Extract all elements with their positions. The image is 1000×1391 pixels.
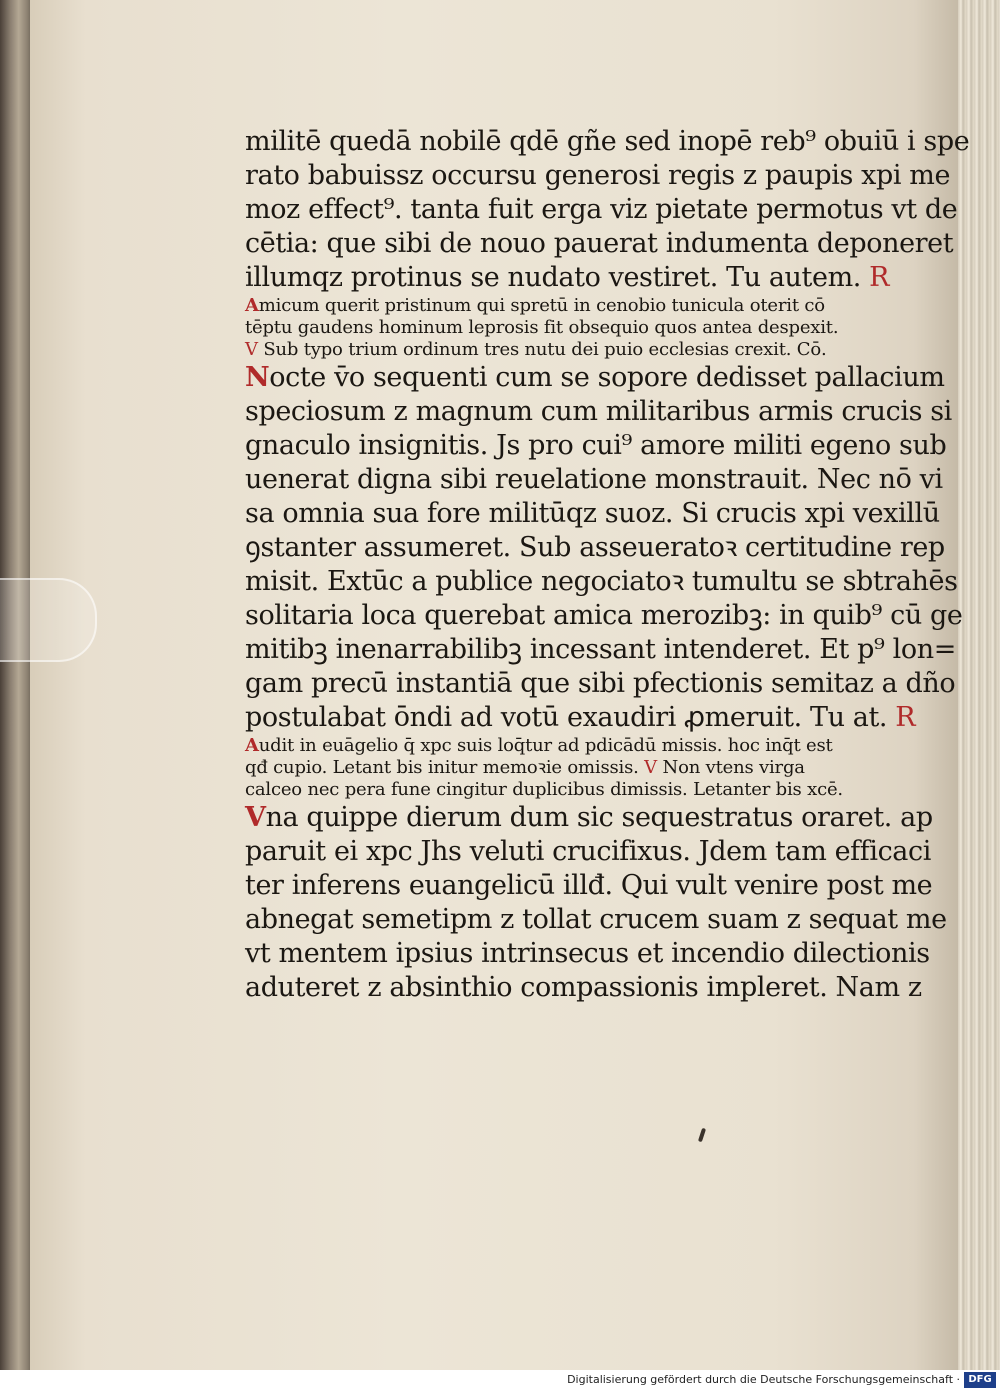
- rubric-mark: R: [895, 702, 916, 733]
- book-spine-edge: [0, 0, 34, 1370]
- text-block: [245, 125, 970, 1005]
- rubric-mark: R: [869, 262, 890, 293]
- page-stack-edges: [958, 0, 1000, 1370]
- text-line-5: illumqz protinus se nudato vestiret. Tu autem. R: [245, 262, 890, 293]
- rubric-mark: V: [245, 339, 258, 360]
- text-line-22: calceo nec pera fune cingitur duplicibus dimissis. Letanter bis xcē.: [245, 779, 843, 800]
- text-line-18: gam precū instantiā que sibi pfectionis semitaz a dño: [245, 668, 956, 699]
- text-line-13: sa omnia sua fore militūqz suoz. Si crucis xpi vexillū: [245, 498, 940, 529]
- text-line-20: Audit in euāgelio q̄ xpc suis loq̄tur ad pdicādū missis. hoc inq̄t est: [245, 735, 833, 756]
- text-line-1: militē quedā nobilē qdē gñe sed inopē reb⁹ obuiū i spe: [245, 126, 970, 157]
- rubric-initial: V: [245, 802, 266, 833]
- text-line-7: tēptu gaudens hominum leprosis fit obsequio quos antea despexit.: [245, 317, 839, 338]
- text-line-16: solitaria loca querebat amica merozibꝫ: in quib⁹ cū ge: [245, 600, 963, 631]
- text-line-21: qđ cupio. Letant bis initur memoꝛie omissis. V Non vtens virga: [245, 757, 805, 778]
- text-line-6: Amicum querit pristinum qui spretū in cenobio tunicula oterit cō: [245, 295, 825, 316]
- text-line-4: cētia: que sibi de nouo pauerat indumenta deponeret: [245, 228, 954, 259]
- text-line-9: Nocte v̄o sequenti cum se sopore dedisset pallacium: [245, 362, 945, 393]
- text-line-3: moz effect⁹. tanta fuit erga viz pietate permotus vt de: [245, 194, 958, 225]
- text-line-24: paruit ei xpc Jhs veluti crucifixus. Jdem tam efficaci: [245, 836, 931, 867]
- text-line-19: postulabat ōndi ad votū exaudiri ꝓmeruit. Tu at. R: [245, 702, 916, 733]
- rubric-initial: N: [245, 362, 270, 393]
- page-holder-clip: [0, 578, 97, 662]
- text-line-12: uenerat digna sibi reuelatione monstrauit. Nec nō vi: [245, 464, 943, 495]
- text-line-11: gnaculo insignitis. Js pro cui⁹ amore militi egeno sub: [245, 430, 947, 461]
- text-line-25: ter inferens euangelicū illđ. Qui vult venire post me: [245, 870, 933, 901]
- footer-bar: [0, 1370, 1000, 1391]
- text-line-8: V Sub typo trium ordinum tres nutu dei puio ecclesias crexit. Cō.: [245, 339, 827, 360]
- text-line-27: vt mentem ipsius intrinsecus et incendio dilectionis: [245, 938, 930, 969]
- text-line-23: Vna quippe dierum dum sic sequestratus oraret. ap: [245, 802, 933, 833]
- text-line-26: abnegat semetipm z tollat crucem suam z sequat me: [245, 904, 947, 935]
- funding-credit: Digitalisierung gefördert durch die Deutsche Forschungsgemeinschaft ·: [567, 1373, 960, 1386]
- rubric-initial: A: [245, 735, 259, 756]
- rubric-initial: A: [245, 295, 259, 316]
- text-line-14: ꝯstanter assumeret. Sub asseueratoꝛ certitudine rep: [245, 532, 945, 563]
- text-line-10: speciosum z magnum cum militaribus armis crucis si: [245, 396, 952, 427]
- text-line-28: aduteret z absinthio compassionis impleret. Nam z: [245, 972, 922, 1003]
- text-line-17: mitibꝫ inenarrabilibꝫ incessant intenderet. Et p⁹ lon=: [245, 634, 956, 665]
- text-line-2: rato babuissz occursu generosi regis z paupis xpi me: [245, 160, 951, 191]
- dfg-logo: DFG: [964, 1372, 996, 1388]
- rubric-mark: V: [644, 757, 657, 778]
- text-line-15: misit. Extūc a publice negociatoꝛ tumultu se sbtrahēs: [245, 566, 958, 597]
